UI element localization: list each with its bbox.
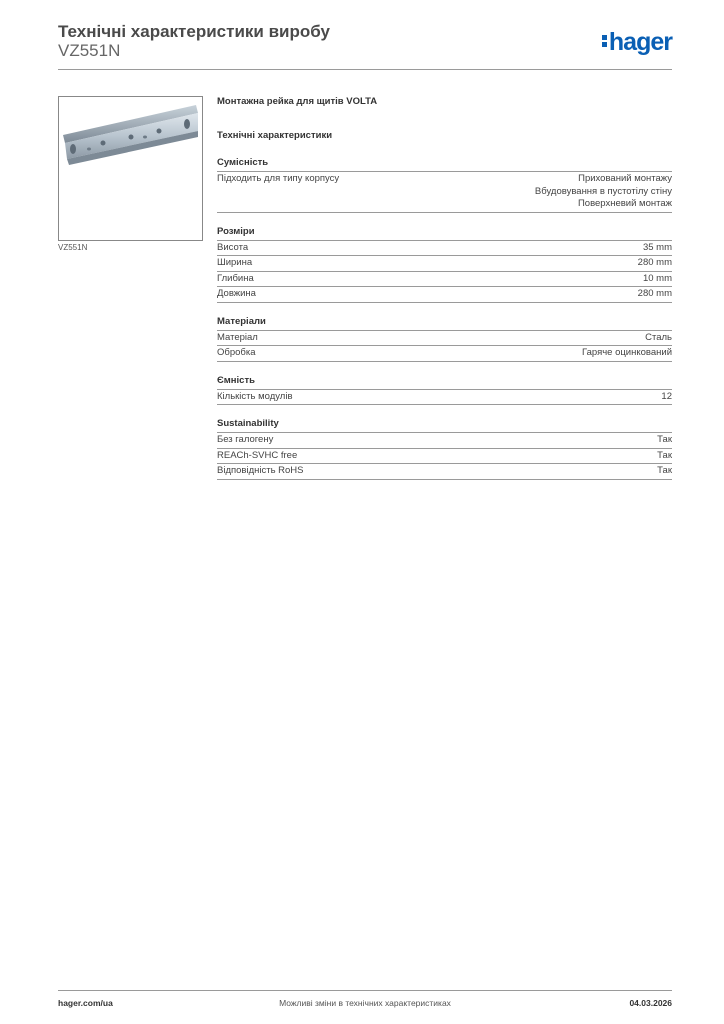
spec-value-line: 10 mm	[642, 272, 672, 284]
section-title: Матеріали	[217, 316, 672, 331]
spec-row	[217, 272, 672, 288]
section-title: Ємність	[217, 375, 672, 390]
spec-label: Відповідність RoHS	[217, 465, 304, 476]
spec-section	[217, 157, 672, 213]
spec-label: Ширина	[217, 257, 253, 268]
section-title: Сумісність	[217, 157, 672, 172]
spec-value-line: Прихований монтажу	[578, 173, 672, 184]
spec-value	[248, 242, 672, 255]
page-footer	[58, 990, 672, 1011]
spec-value	[254, 273, 672, 286]
spec-value-line: Сталь	[645, 331, 672, 343]
spec-value	[297, 450, 672, 463]
spec-section	[217, 226, 672, 303]
spec-value-line: Так	[657, 449, 672, 461]
spec-value	[293, 391, 673, 404]
page-title: Технічні характеристики виробу	[58, 22, 330, 41]
footer-website[interactable]: hager.com/ua	[58, 998, 113, 1008]
spec-row	[217, 241, 672, 257]
spec-value-line: 280 mm	[637, 257, 672, 268]
spec-row	[217, 331, 672, 347]
spec-value-line: Гаряче оцинкований	[582, 347, 672, 358]
tech-specs-title: Технічні характеристики	[217, 130, 333, 141]
product-image	[58, 96, 203, 241]
spec-label: Кількість модулів	[217, 390, 293, 402]
product-title: Монтажна рейка для щитів VOLTA	[217, 96, 378, 107]
spec-label: Глибина	[217, 272, 254, 284]
product-code: VZ551N	[58, 41, 121, 60]
spec-row	[217, 346, 672, 362]
image-caption: VZ551N	[58, 243, 88, 252]
spec-value	[304, 465, 672, 478]
spec-section	[217, 418, 672, 480]
spec-value-line: Поверхневий монтаж	[577, 198, 672, 209]
spec-value	[256, 347, 673, 360]
logo-dots-icon	[602, 33, 607, 49]
page-header	[58, 20, 672, 70]
din-rail-image	[59, 97, 202, 240]
spec-value-line: 280 mm	[637, 288, 672, 299]
spec-value-line: 35 mm	[642, 241, 672, 253]
spec-row	[217, 433, 672, 449]
spec-value	[256, 288, 672, 301]
spec-value-line: 12	[661, 390, 672, 402]
spec-value	[258, 332, 672, 345]
spec-row	[217, 449, 672, 465]
spec-section	[217, 375, 672, 406]
spec-value	[273, 434, 672, 447]
spec-label: REACh-SVHC free	[217, 449, 298, 461]
spec-label: Довжина	[217, 288, 256, 299]
spec-value-line: Так	[657, 465, 672, 476]
section-title: Розміри	[217, 226, 672, 241]
spec-label: Обробка	[217, 347, 256, 358]
spec-row	[217, 172, 672, 213]
spec-row	[217, 464, 672, 480]
spec-label: Матеріал	[217, 331, 258, 343]
spec-label: Підходить для типу корпусу	[217, 173, 340, 184]
spec-value-line: Так	[657, 434, 672, 445]
spec-section	[217, 316, 672, 362]
spec-row	[217, 256, 672, 272]
section-title: Sustainability	[217, 418, 672, 433]
hager-logo[interactable]	[602, 28, 672, 57]
spec-value-line: Вбудовування в пустотілу стіну	[534, 185, 672, 197]
spec-value	[339, 173, 672, 211]
footer-note: Можливі зміни в технічних характеристиках	[279, 998, 451, 1008]
spec-content	[217, 96, 672, 480]
spec-sections	[217, 157, 672, 480]
logo-text: hager	[608, 28, 672, 56]
spec-row	[217, 390, 672, 406]
spec-label: Без галогену	[217, 434, 274, 445]
spec-row	[217, 287, 672, 303]
footer-date: 04.03.2026	[629, 998, 672, 1008]
spec-label: Висота	[217, 241, 249, 253]
spec-value	[252, 257, 672, 270]
